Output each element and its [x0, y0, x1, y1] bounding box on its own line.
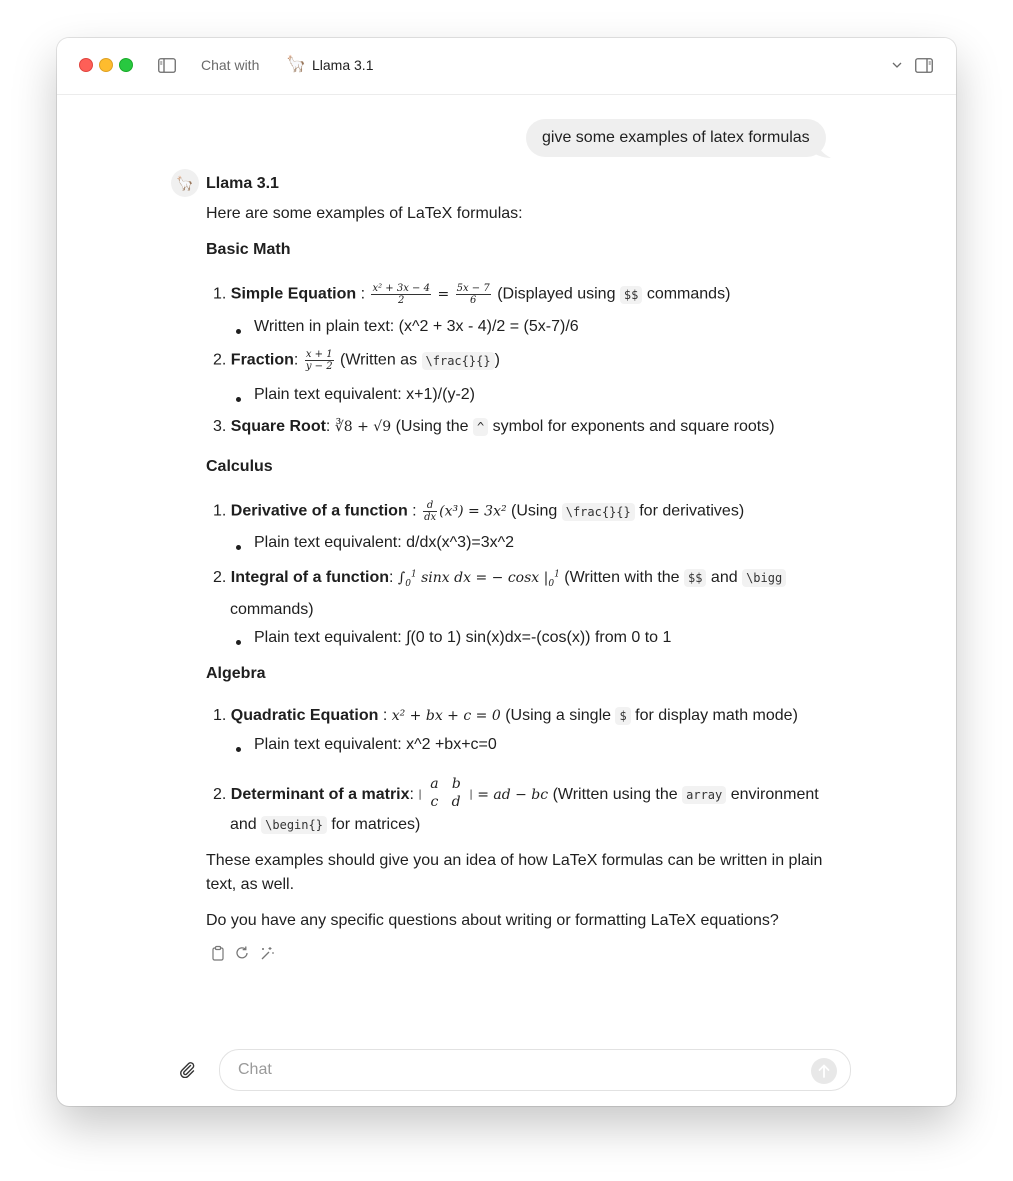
list-item: 2. Fraction: $\frac{x + 1}{y - 2}$ (Written as \frac{}{} ): [213, 349, 500, 372]
list-item: 2. Determinant of a matrix: | a b c d | = ad − bc (Written using the array environment: [213, 776, 819, 810]
list-item: Plain text equivalent: d/dx(x^3)=3x^2: [254, 534, 515, 551]
intro-text: Here are some examples of LaTeX formulas:: [206, 205, 523, 222]
list-item: 1. Simple Equation : $\frac{\text{x² + 3x − 4}}{2}$ = $\frac{5x - 7}{6}$ (Displayed using $$ commands): [213, 283, 731, 306]
list-item: Written in plain text: (x^2 + 3x - 4)/2 = (5x-7)/6: [254, 318, 579, 335]
send-button[interactable]: [811, 1058, 837, 1084]
magic-wand-icon[interactable]: [259, 945, 275, 961]
chat-composer: [219, 1049, 851, 1091]
bullet: [236, 397, 241, 402]
math-expression: x² + bx + c = 0: [391, 708, 501, 724]
outro-text: These examples should give you an idea of how LaTeX formulas can be written in plain: [206, 852, 823, 869]
model-selector[interactable]: Llama 3.1: [312, 57, 374, 73]
section-heading: Calculus: [206, 458, 273, 475]
math-expression: ∛8 + √9: [334, 419, 392, 435]
math-matrix: | a b c d |: [418, 776, 473, 810]
clipboard-icon[interactable]: [210, 945, 226, 961]
chat-with-label: Chat with: [201, 57, 260, 73]
list-item: 1. Derivative of a function : $\frac{d}{dx}$ (x³) = 3x² (Using \frac{}{} for derivatives): [213, 500, 745, 523]
list-item: 2. Integral of a function: $\int_0^1$ sinx dx = − cosx $|_0^1$ (Written with the $$ and \bigg: [213, 569, 786, 589]
paperclip-icon[interactable]: [178, 1060, 196, 1078]
list-item-continuation: and \begin{} for matrices): [230, 816, 421, 833]
list-item: 1. Quadratic Equation : x² + bx + c = 0 (Using a single $ for display math mode): [213, 707, 798, 724]
bubble-tail: [815, 144, 831, 158]
list-item: Plain text equivalent: x+1)/(y-2): [254, 386, 475, 403]
math-fraction: $\frac{d}{dx}$: [424, 500, 437, 523]
list-item: 3. Square Root: ∛8 + √9 (Using the ^ symbol for exponents and square roots): [213, 418, 775, 435]
section-heading: Algebra: [206, 665, 266, 682]
arrow-up-icon: [811, 1058, 837, 1084]
regenerate-icon[interactable]: [234, 945, 250, 961]
list-item: Plain text equivalent: x^2 +bx+c=0: [254, 736, 497, 753]
conversation: [57, 0, 956, 1106]
outro-text: text, as well.: [206, 876, 295, 893]
bullet: [236, 640, 241, 645]
math-fraction: $\frac{5x - 7}{6}$: [456, 283, 490, 306]
bullet: [236, 329, 241, 334]
section-heading: Basic Math: [206, 241, 291, 258]
chat-input[interactable]: [236, 1050, 800, 1090]
math-fraction: $\frac{x + 1}{y - 2}$: [305, 349, 333, 372]
outro-text: Do you have any specific questions about writing or formatting LaTeX equations?: [206, 912, 779, 929]
assistant-name: Llama 3.1: [206, 175, 279, 192]
bullet: [236, 545, 241, 550]
llama-icon[interactable]: 🦙: [286, 56, 306, 73]
assistant-avatar: 🦙: [171, 169, 199, 197]
user-message-bubble: give some examples of latex formulas: [526, 119, 826, 157]
math-expression: $\int_0^1$ sinx dx = − cosx $|_0^1$: [397, 569, 560, 589]
list-item: Plain text equivalent: ∫(0 to 1) sin(x)dx=-(cos(x)) from 0 to 1: [254, 629, 672, 646]
bullet: [236, 747, 241, 752]
list-item-continuation: commands): [230, 601, 314, 618]
math-fraction: $\frac{\text{x² + 3x − 4}}{2}$: [372, 283, 430, 306]
